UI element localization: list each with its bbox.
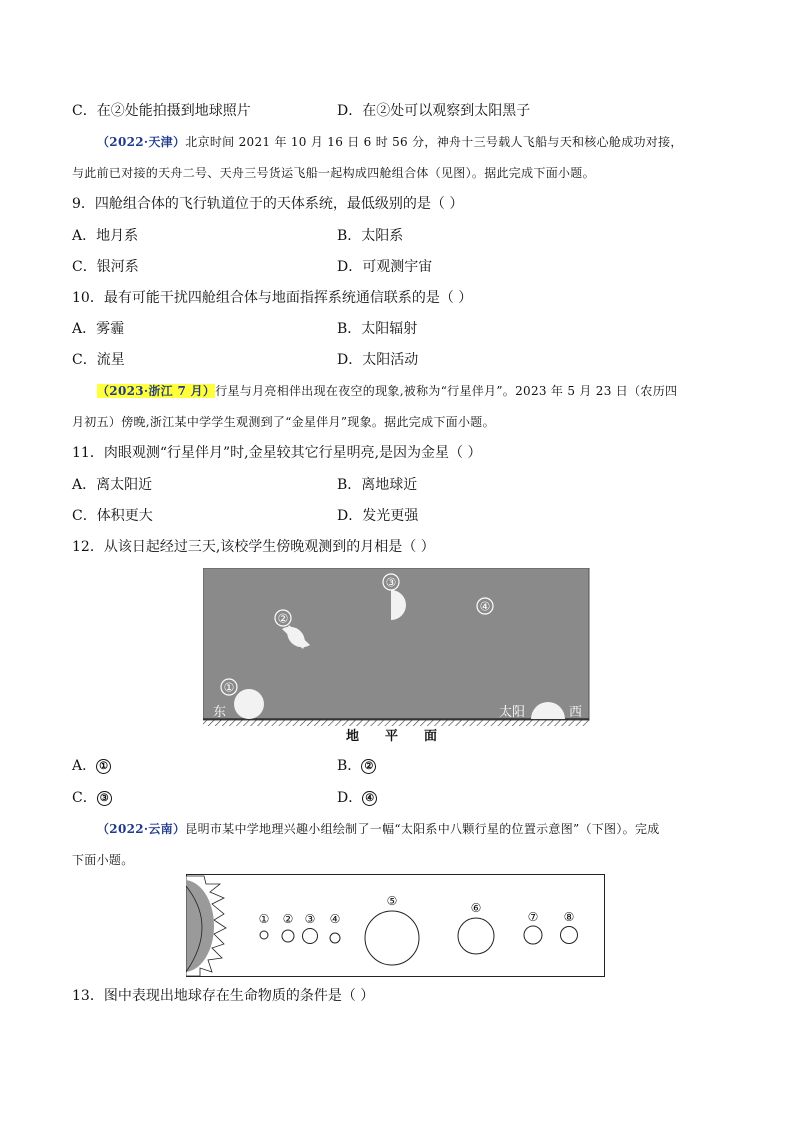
option-d-prev: D．在②处可以观察到太阳黑子: [337, 103, 531, 119]
option-mark: ④: [362, 791, 377, 806]
option-mark: ③: [97, 791, 112, 806]
option-letter: A．: [72, 758, 97, 774]
question-10-stem: 10．最有可能干扰四舱组合体与地面指挥系统通信联系的是（ ）: [72, 290, 473, 306]
planet-label-2: ②: [282, 912, 294, 926]
planet-label-7: ⑦: [527, 910, 539, 924]
q9-option-d: D．可观测宇宙: [337, 259, 433, 275]
option-letter: C．: [72, 790, 97, 806]
q12-option-c: [72, 789, 112, 807]
q9-option-c: C．银河系: [72, 259, 139, 275]
intro-text: 昆明市某中学地理兴趣小组绘制了一幅“太阳系中八颗行星的位置示意图”（下图）。完成: [185, 822, 660, 836]
intro-tianjin-line2: 与此前已对接的天舟二号、天舟三号货运飞船一起构成四舱组合体（见图）。据此完成下面小题。: [72, 166, 595, 180]
q10-option-b: B．太阳辐射: [337, 321, 418, 337]
q12-option-a: [72, 757, 111, 775]
question-11-stem: 11．肉眼观测“行星伴月”时,金星较其它行星明亮,是因为金星（ ）: [72, 445, 482, 461]
q12-option-b: [337, 757, 376, 775]
moon-phase-1: [234, 689, 264, 719]
option-letter: B．: [337, 758, 362, 774]
planet-6: [458, 918, 494, 954]
planet-5: [365, 911, 419, 965]
intro-yunnan-line2: 下面小题。: [72, 853, 134, 867]
planet-label-6: ⑥: [470, 901, 482, 915]
q11-option-a: A．离太阳近: [72, 477, 153, 493]
source-tag-highlighted: （2023·浙江 7 月）: [97, 384, 216, 398]
planet-label-1: ①: [258, 912, 270, 926]
planet-label-4: ④: [329, 912, 341, 926]
planet-2: [282, 930, 294, 942]
question-12-stem: 12．从该日起经过三天,该校学生傍晚观测到的月相是（ ）: [72, 539, 435, 555]
planet-label-8: ⑧: [563, 910, 575, 924]
question-9-stem: 9．四舱组合体的飞行轨道位于的天体系统，最低级别的是（ ）: [72, 196, 464, 212]
planet-4: [330, 933, 340, 943]
q11-option-c: C．体积更大: [72, 508, 153, 524]
moon-label-1: ①: [223, 680, 235, 695]
source-tag: （2022·云南）: [97, 822, 186, 836]
planet-position-figure: [186, 874, 606, 978]
intro-text: 北京时间 2021 年 10 月 16 日 6 时 56 分，神舟十三号载人飞船与天和核心舱成功对接，: [185, 135, 683, 149]
planet-8: [561, 927, 578, 944]
west-label: 西: [569, 705, 583, 720]
q11-option-b: B．离地球近: [337, 477, 418, 493]
moon-label-3: ③: [385, 575, 397, 590]
planet-7: [524, 926, 542, 944]
planet-label-3: ③: [304, 912, 316, 926]
source-tag: （2022·天津）: [97, 135, 186, 149]
intro-zhejiang-line2: 月初五）傍晚,浙江某中学学生观测到了“金星伴月”现象。据此完成下面小题。: [72, 415, 495, 429]
q10-option-c: C．流星: [72, 352, 125, 368]
question-13-stem: 13．图中表现出地球存在生命物质的条件是（ ）: [72, 988, 375, 1004]
option-mark: ①: [96, 759, 111, 774]
q9-option-a: A．地月系: [72, 228, 139, 244]
q12-option-d: [337, 789, 377, 807]
ground-label: 地 平 面: [346, 729, 438, 744]
q10-option-d: D．太阳活动: [337, 352, 419, 368]
moon-label-4: ④: [479, 599, 491, 614]
q9-option-b: B．太阳系: [337, 228, 404, 244]
intro-text: 行星与月亮相伴出现在夜空的现象,被称为“行星伴月”。2023 年 5 月 23 日（农历四: [215, 384, 678, 398]
option-letter: D．: [337, 790, 363, 806]
planet-3: [303, 929, 318, 944]
option-mark: ②: [361, 759, 376, 774]
option-c-prev: C．在②处能拍摄到地球照片: [72, 103, 251, 119]
moon-label-2: ②: [277, 611, 289, 626]
ground-hatch: [203, 719, 589, 726]
planet-1: [260, 931, 268, 939]
intro-yunnan-line1: [97, 820, 660, 838]
q11-option-d: D．发光更强: [337, 508, 419, 524]
intro-tianjin-line1: [97, 133, 683, 151]
intro-zhejiang-line1: [97, 382, 677, 400]
sun-label: 太阳: [499, 705, 526, 720]
planet-label-5: ⑤: [386, 894, 398, 908]
q10-option-a: A．雾霾: [72, 321, 125, 337]
east-label: 东: [213, 705, 227, 720]
moon-phase-figure: [203, 568, 590, 748]
